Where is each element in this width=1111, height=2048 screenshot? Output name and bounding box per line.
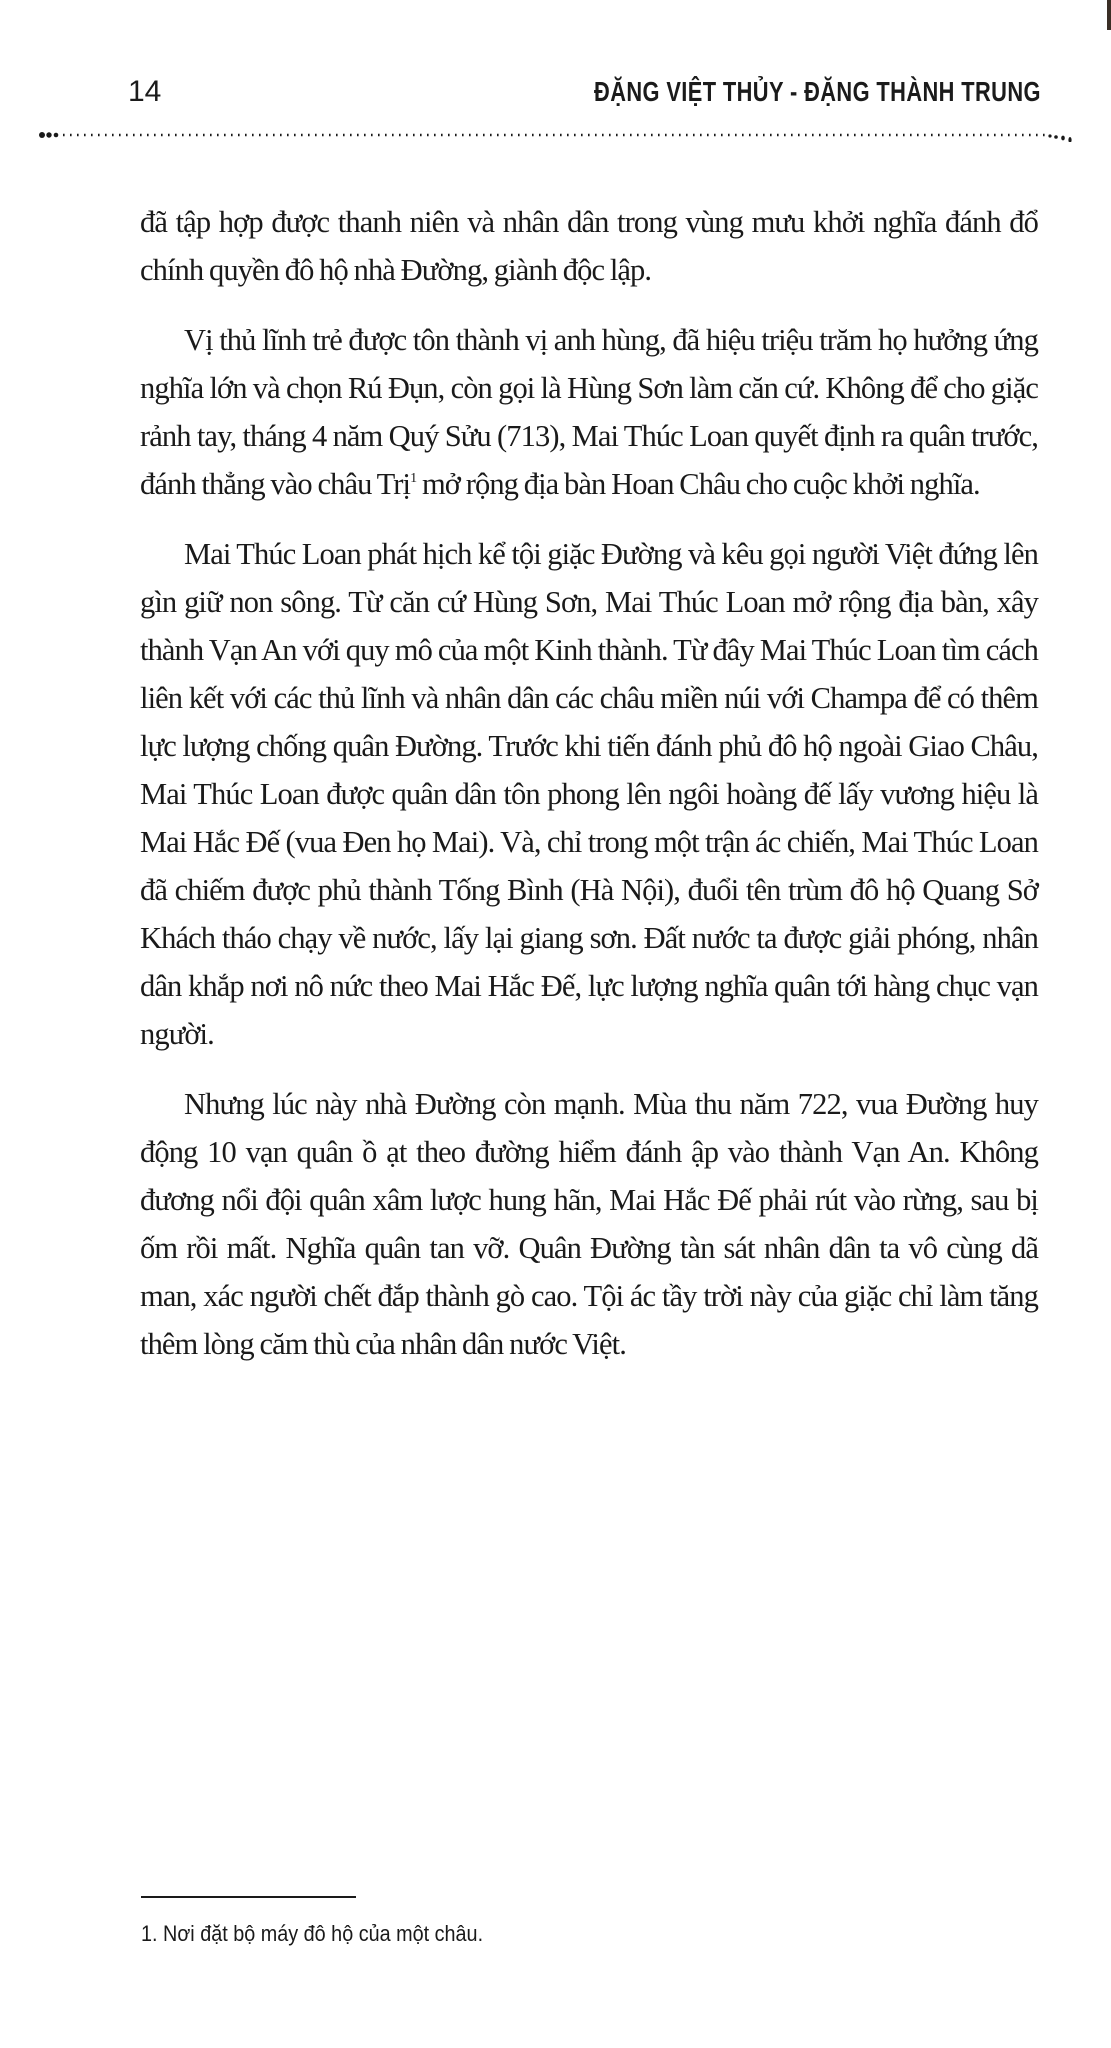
footnote-ref-1[interactable]: 1	[410, 471, 417, 486]
footnote-divider	[141, 1896, 356, 1898]
paragraph-2-text-a: Vị thủ lĩnh trẻ được tôn thành vị anh hùng, đã hiệu triệu trăm họ hưởng ứng nghĩa lớn và chọn Rú Đụn, còn gọi là Hùng Sơn làm căn cứ. Không để cho giặc rảnh tay, tháng 4 năm Quý Sửu (713), Mai Thúc Loan quyết định ra quân trước, đánh thẳng vào châu Trị	[140, 323, 1038, 501]
paragraph-4: Nhưng lúc này nhà Đường còn mạnh. Mùa thu năm 722, vua Đường huy động 10 vạn quân ồ ạt theo đường hiểm đánh ập vào thành Vạn An. Không đương nổi đội quân xâm lược hung hãn, Mai Hắc Đế phải rút vào rừng, sau bị ốm rồi mất. Nghĩa quân tan vỡ. Quân Đường tàn sát nhân dân ta vô cùng dã man, xác người chết đắp thành gò cao. Tội ác tầy trời này của giặc chỉ làm tăng thêm lòng căm thù của nhân dân nước Việt.	[140, 1087, 1038, 1361]
page-number: 14	[128, 75, 162, 108]
paragraph-2-text-b: mở rộng địa bàn Hoan Châu cho cuộc khởi nghĩa.	[416, 467, 980, 501]
page-header	[0, 68, 1111, 116]
body-text	[140, 198, 1038, 1390]
running-head-authors: ĐẶNG VIỆT THỦY - ĐẶNG THÀNH TRUNG	[594, 76, 1041, 107]
paragraph-2	[140, 316, 1038, 508]
paragraph-3: Mai Thúc Loan phát hịch kể tội giặc Đường và kêu gọi người Việt đứng lên gìn giữ non sông. Từ căn cứ Hùng Sơn, Mai Thúc Loan mở rộng địa bàn, xây thành Vạn An với quy mô của một Kinh thành. Từ đây Mai Thúc Loan tìm cách liên kết với các thủ lĩnh và nhân dân các châu miền núi với Champa để có thêm lực lượng chống quân Đường. Trước khi tiến đánh phủ đô hộ ngoài Giao Châu, Mai Thúc Loan được quân dân tôn phong lên ngôi hoàng đế lấy vương hiệu là Mai Hắc Đế (vua Đen họ Mai). Và, chỉ trong một trận ác chiến, Mai Thúc Loan đã chiếm được phủ thành Tống Bình (Hà Nội), đuổi tên trùm đô hộ Quang Sở Khách tháo chạy về nước, lấy lại giang sơn. Đất nước ta được giải phóng, nhân dân khắp nơi nô nức theo Mai Hắc Đế, lực lượng nghĩa quân tới hàng chục vạn người.	[140, 537, 1038, 1051]
paragraph-1: đã tập hợp được thanh niên và nhân dân trong vùng mưu khởi nghĩa đánh đổ chính quyền đô hộ nhà Đường, giành độc lập.	[140, 205, 1038, 287]
dotted-header-rule	[36, 130, 1086, 142]
page-edge-shadow	[1107, 0, 1111, 30]
footnote-1: 1. Nơi đặt bộ máy đô hộ của một châu.	[141, 1921, 484, 1946]
